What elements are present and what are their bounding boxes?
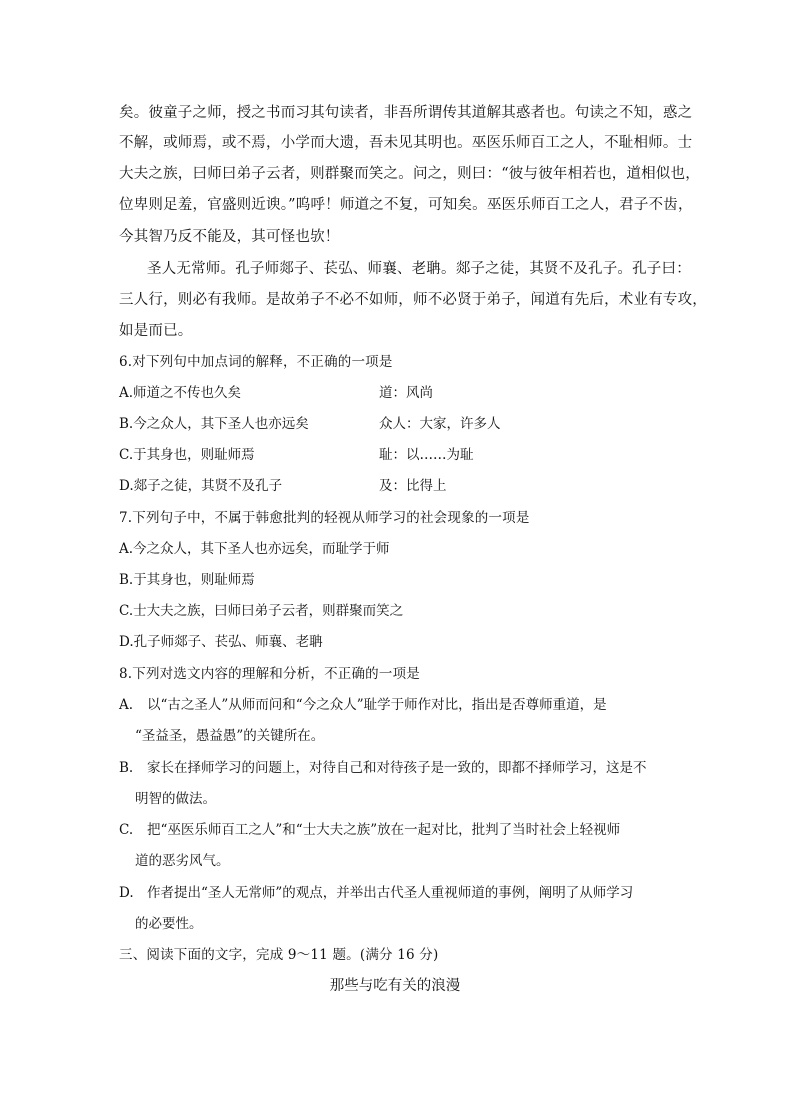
q8-option-d-text-cont: 的必要性。 [135, 916, 203, 932]
passage-line: 如是而已。 [119, 323, 193, 339]
q8-option-a-label: A. [119, 697, 134, 713]
passage-line: 大夫之族，曰师曰弟子云者，则群聚而笑之。问之，则曰：“彼与彼年相若也，道相似也， [119, 166, 700, 182]
article-title: 那些与吃有关的浪漫 [329, 978, 461, 994]
passage-line: 不解，或师焉，或不焉，小学而大遗，吾未见其明也。巫医乐师百工之人，不耻相师。士 [119, 135, 693, 151]
question-6-stem: 6.对下列句中加点词的解释，不正确的一项是 [119, 354, 393, 370]
q8-option-c-text-cont: 道的恶劣风气。 [135, 853, 230, 869]
q6-option-a-gloss: 道：风尚 [379, 385, 433, 401]
q8-option-b-label: B. [119, 760, 134, 776]
q8-option-d-label: D. [119, 885, 134, 901]
q6-option-b: B.今之众人，其下圣人也亦远矣 [119, 416, 309, 432]
q8-option-d-text: 作者提出“圣人无常师”的观点，并举出古代圣人重视师道的事例，阐明了从师学习 [147, 885, 634, 901]
q6-option-d-gloss: 及：比得上 [379, 478, 447, 494]
q8-option-c-label: C. [119, 822, 134, 838]
q8-option-b-text: 家长在择师学习的问题上，对待自己和对待孩子是一致的，即都不择师学习，这是不 [147, 760, 647, 776]
q7-option-b: B.于其身也，则耻师焉 [119, 572, 255, 588]
question-8-stem: 8.下列对选文内容的理解和分析，不正确的一项是 [119, 666, 420, 682]
passage-line: 今其智乃反不能及，其可怪也欤！ [119, 229, 340, 245]
q6-option-a: A.师道之不传也久矣 [119, 385, 242, 401]
q7-option-c: C.士大夫之族，曰师曰弟子云者，则群聚而笑之 [119, 603, 404, 619]
q8-option-b-text-cont: 明智的做法。 [135, 791, 216, 807]
passage-line: 矣。彼童子之师，授之书而习其句读者，非吾所谓传其道解其惑者也。句读之不知，惑之 [119, 105, 693, 121]
q6-option-c-gloss: 耻：以……为耻 [379, 447, 474, 463]
q7-option-d: D.孔子师郯子、苌弘、师襄、老聃 [119, 634, 323, 650]
q7-option-a: A.今之众人，其下圣人也亦远矣，而耻学于师 [119, 541, 390, 557]
question-7-stem: 7.下列句子中，不属于韩愈批判的轻视从师学习的社会现象的一项是 [119, 510, 530, 526]
q6-option-c: C.于其身也，则耻师焉 [119, 447, 255, 463]
q8-option-a-text-cont: “圣益圣，愚益愚”的关键所在。 [135, 728, 325, 744]
q6-option-b-gloss: 众人：大家，许多人 [379, 416, 501, 432]
q8-option-a-text: 以“古之圣人”从师而问和“今之众人”耻学于师作对比，指出是否尊师重道，是 [147, 697, 607, 713]
passage-line: 圣人无常师。孔子师郯子、苌弘、师襄、老聃。郯子之徒，其贤不及孔子。孔子曰： [147, 261, 691, 277]
passage-line: 位卑则足羞，官盛则近谀。”呜呼！师道之不复，可知矣。巫医乐师百工之人，君子不齿， [119, 197, 693, 213]
q6-option-d: D.郯子之徒，其贤不及孔子 [119, 478, 283, 494]
q8-option-c-text: 把“巫医乐师百工之人”和“士大夫之族”放在一起对比，批判了当时社会上轻视师 [147, 822, 621, 838]
section-3-heading: 三、阅读下面的文字，完成 9～11 题。(满分 16 分) [119, 947, 439, 963]
passage-line: 三人行，则必有我师。是故弟子不必不如师，师不必贤于弟子，闻道有先后，术业有专攻， [119, 292, 707, 308]
